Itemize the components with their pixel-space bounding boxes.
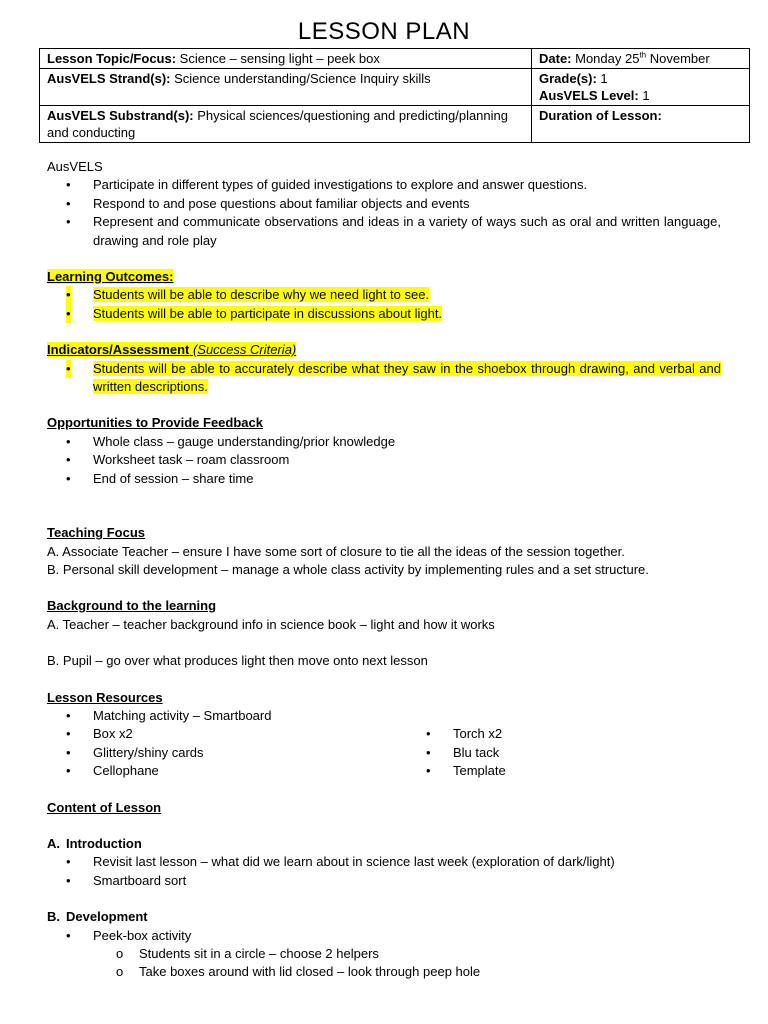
intro-heading bbox=[47, 835, 721, 853]
date-cell bbox=[532, 49, 750, 69]
list-item bbox=[47, 963, 721, 981]
list-item-text: Cellophane bbox=[93, 763, 159, 779]
bullet-icon: • bbox=[66, 305, 71, 323]
bullet-icon: • bbox=[66, 214, 71, 230]
bullet-icon: • bbox=[66, 470, 71, 486]
bullet-icon: • bbox=[426, 744, 431, 760]
list-item-text: Matching activity – Smartboard bbox=[93, 707, 272, 723]
background-b: B. Pupil – go over what produces light then move onto next lesson bbox=[47, 653, 428, 669]
topic-value: Science – sensing light – peek box bbox=[176, 51, 380, 66]
grade-label: Grade(s): bbox=[539, 71, 597, 86]
list-item bbox=[47, 360, 721, 397]
development-title: Development bbox=[66, 909, 148, 925]
resources-columns bbox=[47, 707, 721, 781]
indicators-subheading: (Success Criteria) bbox=[189, 342, 297, 358]
list-item-text: Revisit last lesson – what did we learn about in science last week (exploration of dark/light) bbox=[93, 854, 615, 870]
list-item bbox=[47, 762, 721, 780]
bullet-icon: • bbox=[66, 927, 71, 943]
list-item bbox=[407, 762, 506, 780]
feedback-list bbox=[47, 433, 721, 488]
list-item bbox=[47, 286, 721, 304]
list-item-text: Smartboard sort bbox=[93, 872, 187, 888]
list-item bbox=[47, 725, 721, 743]
list-item-text: Box x2 bbox=[93, 726, 133, 742]
circle-bullet-icon: o bbox=[116, 964, 124, 980]
bullet-icon: • bbox=[66, 744, 71, 760]
bullet-icon: • bbox=[66, 726, 71, 742]
bullet-icon: • bbox=[66, 707, 71, 723]
date-month: November bbox=[646, 51, 710, 66]
page-title: LESSON PLAN bbox=[297, 18, 471, 45]
list-item-text: Students sit in a circle – choose 2 helpers bbox=[139, 946, 379, 961]
indicators-list bbox=[47, 360, 721, 397]
lesson-header-table bbox=[39, 48, 750, 143]
strand-label: AusVELS Strand(s): bbox=[47, 71, 171, 86]
date-value: Monday 25 bbox=[571, 51, 640, 66]
list-item bbox=[47, 433, 721, 451]
list-item-text: Respond to and pose questions about familiar objects and events bbox=[93, 195, 470, 211]
list-item-text: Participate in different types of guided investigations to explore and answer questions. bbox=[93, 177, 588, 193]
list-item bbox=[47, 853, 721, 871]
list-item bbox=[47, 872, 721, 890]
background-a: A. Teacher – teacher background info in science book – light and how it works bbox=[47, 616, 495, 632]
grade-cell bbox=[532, 69, 750, 106]
resources-list-right bbox=[407, 725, 506, 780]
topic-cell bbox=[40, 49, 532, 69]
intro-title: Introduction bbox=[66, 835, 142, 851]
development-letter: B. bbox=[47, 909, 60, 925]
topic-label: Lesson Topic/Focus: bbox=[47, 51, 177, 66]
strand-value: Science understanding/Science Inquiry skills bbox=[170, 71, 431, 86]
resources-heading: Lesson Resources bbox=[47, 689, 163, 705]
development-heading bbox=[47, 908, 721, 926]
list-item bbox=[407, 744, 506, 762]
list-item bbox=[47, 707, 721, 725]
bullet-icon: • bbox=[66, 286, 71, 304]
lesson-body bbox=[47, 158, 721, 982]
duration-label: Duration of Lesson: bbox=[539, 108, 662, 123]
list-item bbox=[47, 945, 721, 963]
list-item-text: End of session – share time bbox=[93, 470, 254, 486]
bullet-icon: • bbox=[66, 177, 71, 193]
teaching-focus-b: B. Personal skill development – manage a whole class activity by implementing rules and a set structure. bbox=[47, 561, 649, 577]
development-list bbox=[47, 927, 721, 945]
ausvels-list bbox=[47, 176, 721, 250]
bullet-icon: • bbox=[66, 433, 71, 449]
background-heading: Background to the learning bbox=[47, 598, 217, 614]
level-label: AusVELS Level: bbox=[539, 88, 639, 103]
list-item bbox=[47, 305, 721, 323]
duration-cell bbox=[532, 106, 750, 143]
list-item-text: Take boxes around with lid closed – look through peep hole bbox=[139, 964, 481, 980]
indicators-heading: Indicators/Assessment bbox=[47, 342, 190, 358]
substrand-value: Physical sciences/questioning and predicting/planning and conducting bbox=[47, 108, 508, 140]
bullet-icon: • bbox=[66, 854, 71, 870]
resources-list-left bbox=[47, 707, 721, 781]
list-item-text: Worksheet task – roam classroom bbox=[93, 452, 290, 468]
intro-letter: A. bbox=[47, 835, 60, 851]
list-item bbox=[47, 195, 721, 213]
list-item-text: Students will be able to accurately describe what they saw in the shoebox through drawing, and verbal and written descriptions. bbox=[93, 360, 721, 395]
level-value: 1 bbox=[638, 88, 650, 103]
bullet-icon: • bbox=[66, 195, 71, 211]
substrand-label: AusVELS Substrand(s): bbox=[47, 108, 194, 123]
date-suffix: th bbox=[639, 50, 647, 60]
list-item-text: Torch x2 bbox=[453, 726, 503, 742]
circle-bullet-icon: o bbox=[116, 946, 124, 961]
bullet-icon: • bbox=[66, 452, 71, 468]
list-item bbox=[47, 927, 721, 945]
list-item bbox=[47, 451, 721, 469]
teaching-focus-a: A. Associate Teacher – ensure I have some sort of closure to tie all the ideas of the session together. bbox=[47, 543, 625, 559]
outcomes-heading: Learning Outcomes: bbox=[47, 269, 174, 285]
development-sub-list bbox=[47, 945, 721, 982]
strand-cell bbox=[40, 69, 532, 106]
list-item-text: Peek-box activity bbox=[93, 927, 192, 943]
feedback-heading: Opportunities to Provide Feedback bbox=[47, 415, 263, 431]
bullet-icon: • bbox=[426, 763, 431, 779]
teaching-focus-heading: Teaching Focus bbox=[47, 525, 145, 541]
bullet-icon: • bbox=[66, 360, 71, 378]
list-item bbox=[47, 213, 721, 250]
list-item-text: Whole class – gauge understanding/prior knowledge bbox=[93, 433, 396, 449]
list-item bbox=[47, 744, 721, 762]
substrand-cell bbox=[40, 106, 532, 143]
date-label: Date: bbox=[539, 51, 572, 66]
list-item-text: Represent and communicate observations and ideas in a variety of ways such as oral and written language, drawing and role play bbox=[93, 214, 721, 248]
list-item-text: Template bbox=[453, 763, 506, 779]
list-item-text: Glittery/shiny cards bbox=[93, 744, 204, 760]
outcomes-list bbox=[47, 286, 721, 323]
intro-list bbox=[47, 853, 721, 890]
bullet-icon: • bbox=[66, 763, 71, 779]
list-item bbox=[47, 470, 721, 488]
ausvels-heading: AusVELS bbox=[47, 159, 103, 174]
list-item-text: Blu tack bbox=[453, 744, 500, 760]
list-item bbox=[407, 725, 506, 743]
list-item bbox=[47, 176, 721, 194]
content-heading: Content of Lesson bbox=[47, 799, 162, 815]
bullet-icon: • bbox=[426, 726, 431, 742]
bullet-icon: • bbox=[66, 872, 71, 888]
list-item-text: Students will be able to describe why we need light to see. bbox=[93, 287, 430, 303]
grade-value: 1 bbox=[596, 71, 608, 86]
list-item-text: Students will be able to participate in discussions about light. bbox=[93, 305, 443, 321]
